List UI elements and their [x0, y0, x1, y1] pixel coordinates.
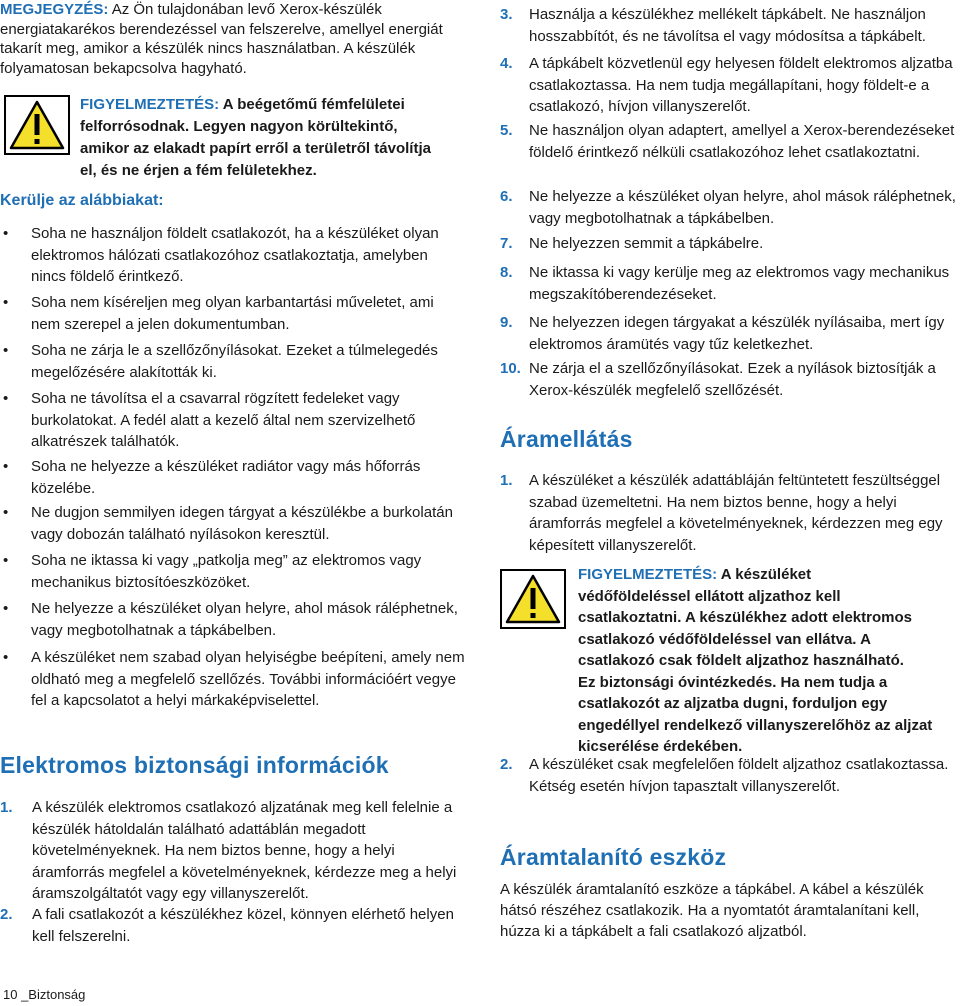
electrical-item-7: 7. Ne helyezzen semmit a tápkábelre.	[500, 235, 764, 252]
warning-line-4: el, és ne érjen a fém felületekhez.	[80, 162, 317, 179]
electrical-item-6: 6. Ne helyezze a készüléket olyan helyre, ahol mások ráléphetnek, vagy megbotolhatnak a tápkábelben.	[500, 188, 956, 227]
warning-line-1: A beégetőmű fémfelületei	[222, 96, 405, 113]
disconnect-text: A készülék áramtalanító eszköze a tápkábel. A kábel a készülék hátsó részéhez csatlakozik. Ha a nyomtatót áramtalanítani kell, húzza ki a tápkábelt a fali csatlakozó aljzatból.	[500, 881, 924, 940]
list-item: • Soha ne zárja le a szellőzőnyílásokat. Ezeket a túlmelegedés megelőzésére alakították ki.	[3, 342, 438, 381]
electrical-item-5: 5. Ne használjon olyan adaptert, amellyel a Xerox-berendezéseket földelő érintkező nélküli csatlakozóhoz lehet csatlakoztatni.	[500, 122, 955, 161]
note-text: Az Ön tulajdonában levő Xerox-készülék energiatakarékos berendezéssel van felszerelve, amellyel energiát takarít meg, amikor a készülék nincs használatban. A készülék folyamatosan bekapcsolva hagyható.	[0, 1, 443, 77]
ground-warning: FIGYELMEZTETÉS: A készüléket védőföldeléssel ellátott aljzathoz kell csatlakoztatni. A készülékhez adott elektromos csatlakozó védőföldeléssel van ellátva. A csatlakozó csak földelt aljzathoz használható. Ez biztonsági óvintézkedés. Ha nem tudja a csatlakozót az aljzatba dugni, forduljon egy engedéllyel rendelkező villanyszerelőhöz az aljzat kicserélése érdekében.	[578, 566, 933, 755]
list-item: • A készüléket nem szabad olyan helyiségbe beépíteni, amely nem oldható meg a megfelelő szellőzés. További információért vegye fel a kapcsolatot a helyi márkaképviselettel.	[3, 649, 465, 709]
warning-line-2: felforrósodnak. Legyen nagyon körültekintő,	[80, 118, 398, 135]
electrical-item-4: 4. A tápkábelt közvetlenül egy helyesen földelt elektromos aljzatba csatlakoztassa. Ha nem tudja megállapítani, hogy földelt-e a csatlakozó, hívjon villanyszerelőt.	[500, 55, 953, 115]
electrical-item-3: 3. Használja a készülékhez mellékelt tápkábelt. Ne használjon hosszabbítót, és ne távolítsa el vagy módosítsa a tápkábelt.	[500, 6, 926, 45]
page-footer: 10 _Biztonság	[3, 987, 86, 1002]
list-item: • Ne dugjon semmilyen idegen tárgyat a készülékbe a burkolatán vagy dobozán található nyílásokon keresztül.	[3, 504, 453, 543]
electrical-item-9: 9. Ne helyezzen idegen tárgyakat a készülék nyílásaiba, mert így elektromos áramütés vagy tűz keletkezhet.	[500, 314, 945, 353]
list-item: • Soha ne helyezze a készüléket radiátor vagy más hőforrás közelébe.	[3, 458, 421, 497]
warning-triangle-icon	[500, 569, 566, 629]
list-item: • Soha ne távolítsa el a csavarral rögzített fedeleket vagy burkolatokat. A fedél alatt a kezelő által nem szervizelhető alkatrészek találhatók.	[3, 390, 416, 450]
electrical-item-8: 8. Ne iktassa ki vagy kerülje meg az elektromos vagy mechanikus megszakítóberendezéseket.	[500, 264, 950, 303]
warning-label: FIGYELMEZTETÉS:	[578, 566, 718, 583]
list-item: • Soha ne használjon földelt csatlakozót, ha a készüléket olyan elektromos hálózati csatlakozóhoz csatlakoztatja, amelyben nincs földelő érintkező.	[3, 225, 439, 285]
power-item-2: 2. A készüléket csak megfelelően földelt aljzathoz csatlakoztassa. Kétség esetén hívjon tapasztalt villanyszerelőt.	[500, 756, 949, 795]
warning-triangle-icon	[4, 95, 70, 155]
electrical-item-1: 1. A készülék elektromos csatlakozó aljzatának meg kell felelnie a készülék hátoldalán található adattáblán megadott követelményeknek. Ha nem biztos benne, hogy a helyi áramforrás megfelel a követelményeknek, kérdezze meg a helyi áramszolgáltatót vagy egy villanyszerelőt.	[0, 799, 457, 902]
power-supply-title: Áramellátás	[500, 426, 633, 452]
power-item-1: 1. A készüléket a készülék adattábláján feltüntetett feszültséggel szabad üzemeltetni. Ha nem biztos benne, hogy a helyi áramforrás megfelel a követelményeknek, kérdezzen meg egy képesített villanyszerelőt.	[500, 472, 943, 554]
note-paragraph	[0, 0, 465, 78]
avoid-heading: Kerülje az alábbiakat:	[0, 192, 164, 209]
list-item: • Soha nem kíséreljen meg olyan karbantartási műveletet, ami nem szerepel a jelen dokumentumban.	[3, 294, 434, 333]
electrical-item-2: 2. A fali csatlakozót a készülékhez közel, könnyen elérhető helyen kell felszerelni.	[0, 906, 454, 945]
warning-label: FIGYELMEZTETÉS:	[80, 96, 220, 113]
note-label: MEGJEGYZÉS:	[0, 1, 109, 18]
electrical-item-10: 10. Ne zárja el a szellőzőnyílásokat. Ezek a nyílások biztosítják a Xerox-készülék megfelelő szellőzését.	[500, 360, 936, 399]
list-item: • Ne helyezze a készüléket olyan helyre, ahol mások ráléphetnek, vagy megbotolhatnak a tápkábelben.	[3, 600, 458, 639]
list-item: • Soha ne iktassa ki vagy „patkolja meg” az elektromos vagy mechanikus biztosítóeszközöket.	[3, 552, 422, 591]
warning-line-3: amikor az elakadt papírt erről a területről távolítja	[80, 140, 431, 157]
disconnect-device-title: Áramtalanító eszköz	[500, 844, 727, 870]
electrical-safety-title: Elektromos biztonsági információk	[0, 752, 389, 778]
hot-surface-warning	[80, 94, 465, 182]
